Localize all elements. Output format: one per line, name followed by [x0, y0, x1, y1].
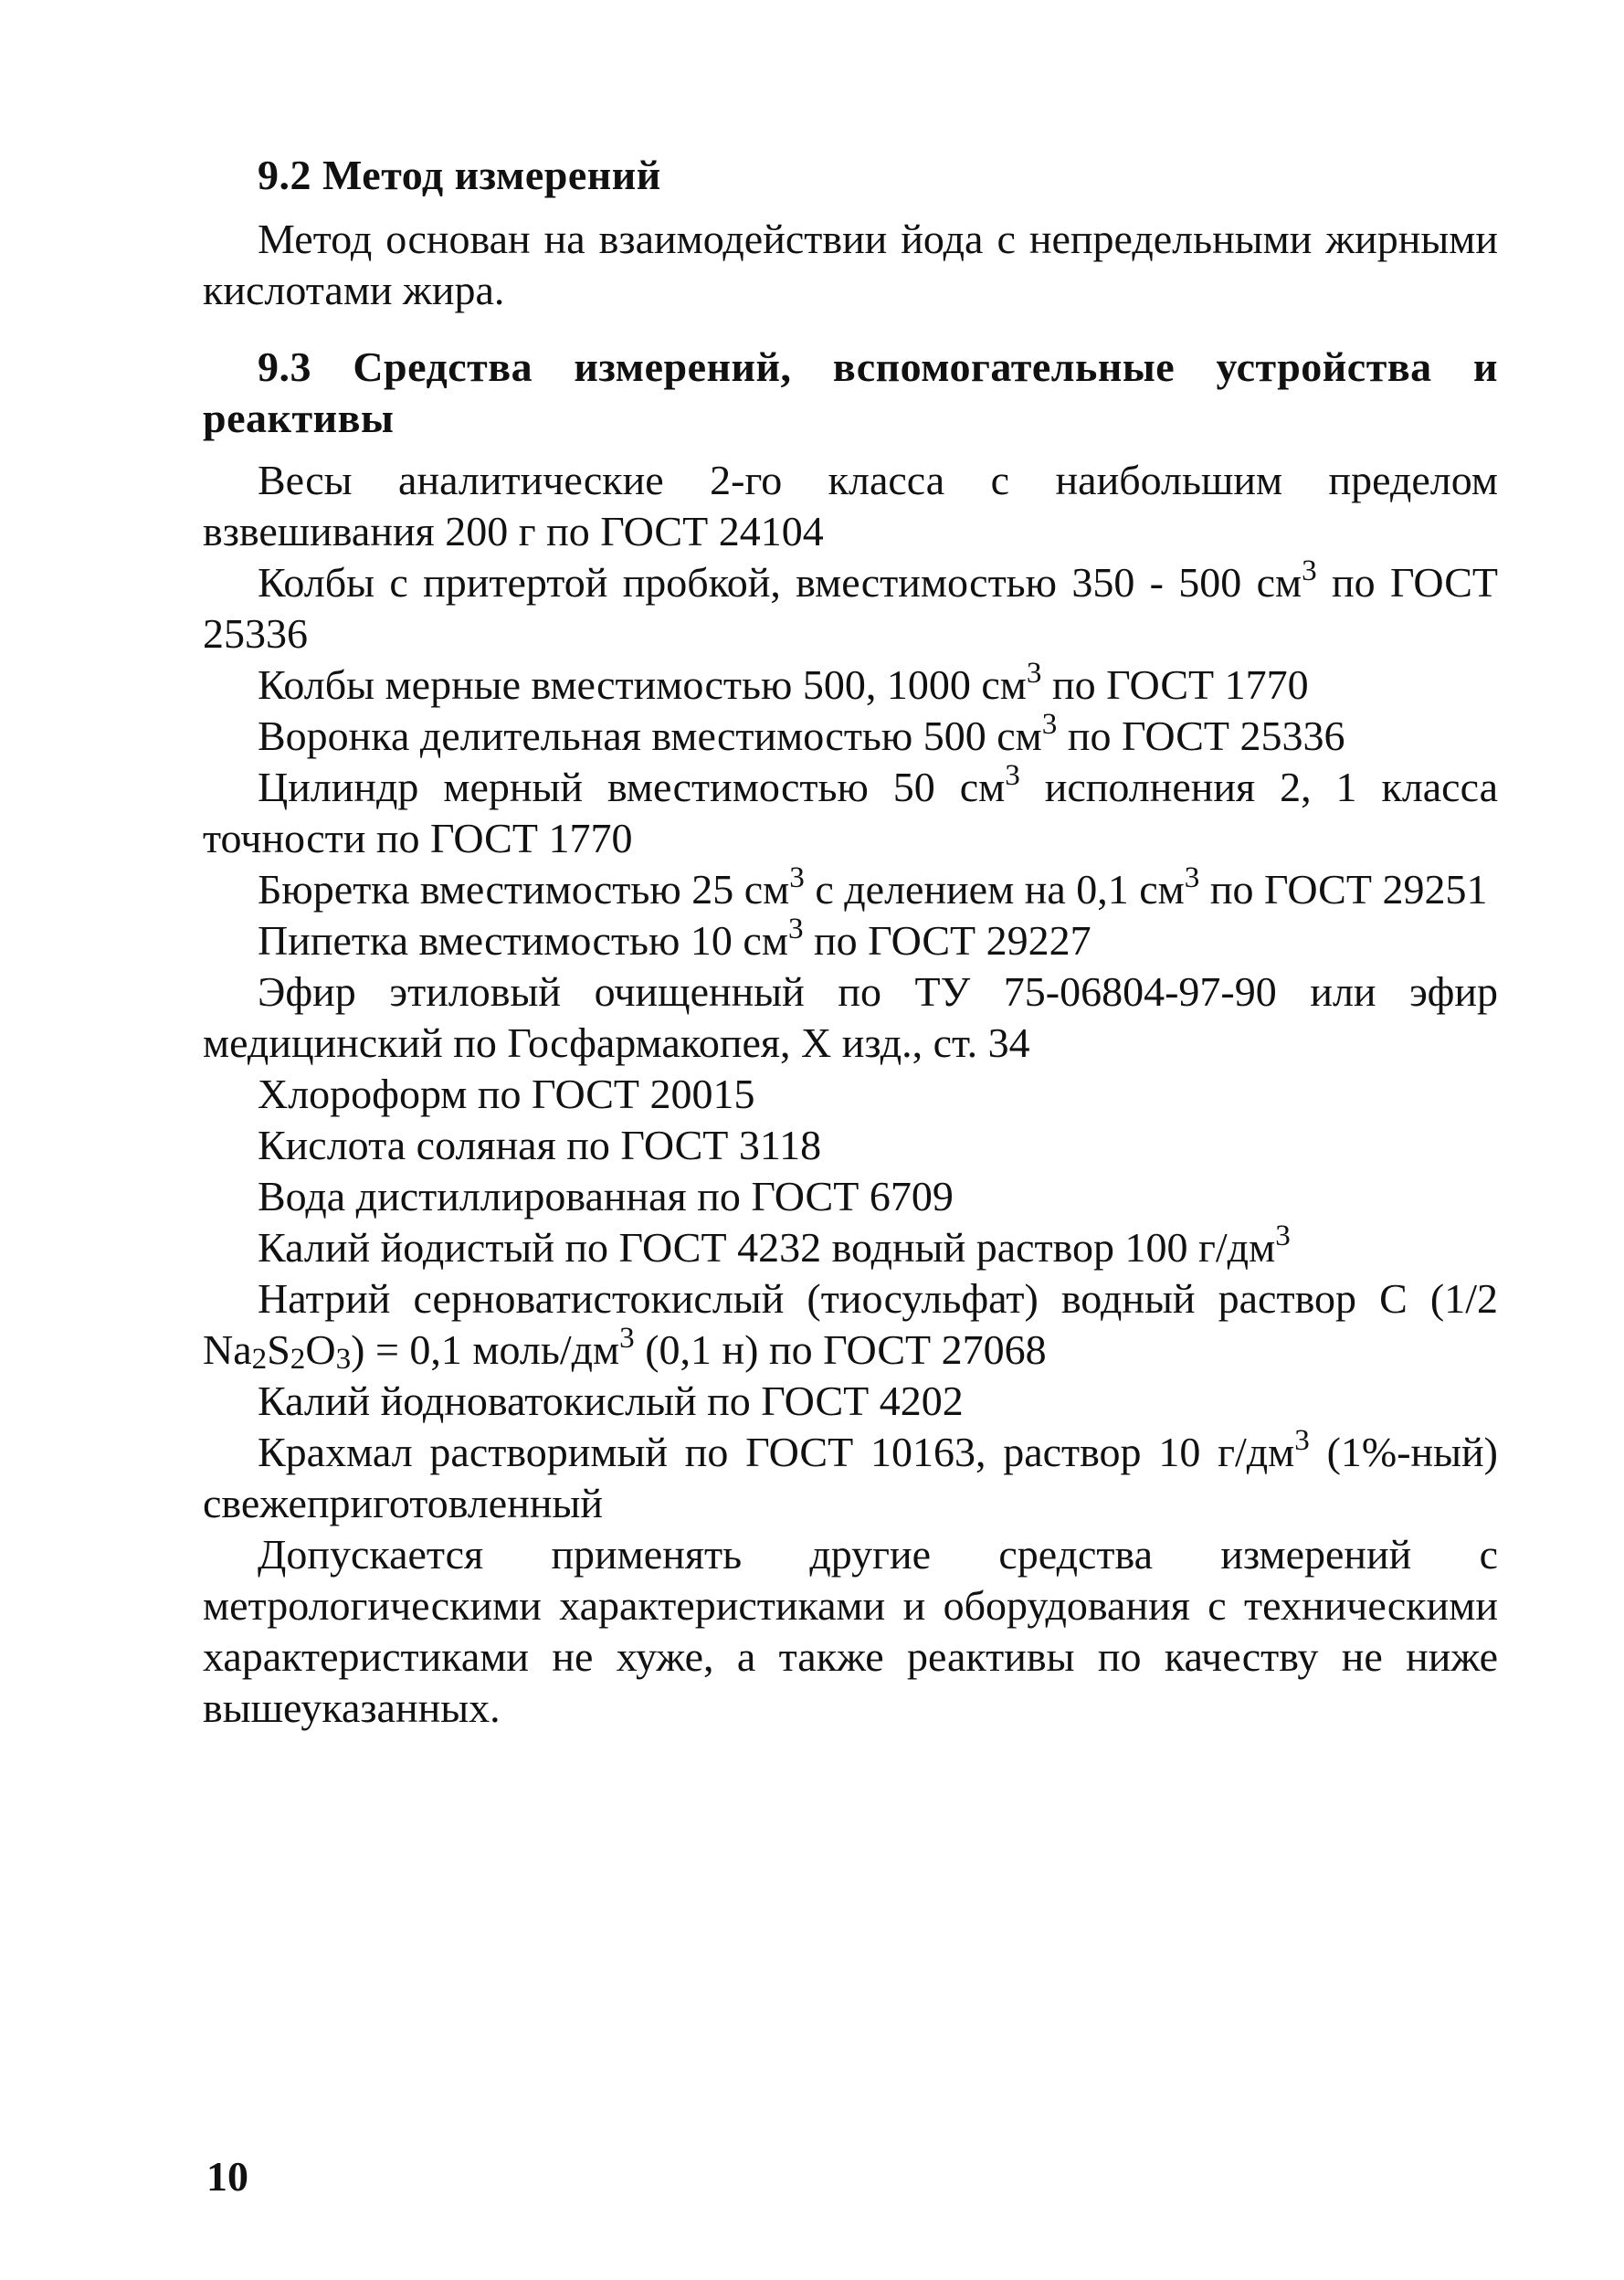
- page-number: 10: [206, 2153, 248, 2200]
- list-item-chloroform: Хлороформ по ГОСТ 20015: [258, 1071, 755, 1117]
- list-item-funnel: Воронка делительная вместимостью 500 $см^3$ по ГОСТ 25336: [258, 706, 1345, 759]
- section-9-2-paragraph: Метод основан на взаимодействии йода с непредельными жирными кислотами жира.: [203, 216, 1498, 313]
- section-9-2-heading: 9.2 Метод измерений: [258, 152, 661, 198]
- list-item-burette: Бюретка вместимостью 25 $см^3$ с делением на 0,1 $см^3$ по ГОСТ 29251: [258, 860, 1488, 913]
- list-item-flasks-volumetric: Колбы мерные вместимостью 500, 1000 $см^3$ по ГОСТ 1770: [258, 655, 1309, 708]
- list-item-pipette: Пипетка вместимостью 10 $см^3$ по ГОСТ 29227: [258, 911, 1091, 964]
- section-9-3-heading: 9.3 Средства измерений, вспомогательные устройства и реактивы: [203, 343, 1498, 441]
- list-item-cylinder: Цилиндр мерный вместимостью 50 $см^3$ исполнения 2, 1 класса точности по ГОСТ 1770: [203, 757, 1498, 861]
- equipment-list: [203, 455, 1498, 1734]
- list-item-hydrochloric-acid: Кислота соляная по ГОСТ 3118: [258, 1122, 822, 1168]
- list-item-flasks-ground: Колбы с притертой пробкой, вместимостью 350 - 500 $см^3$ по ГОСТ 25336: [203, 553, 1498, 657]
- list-item-starch: Крахмал растворимый по ГОСТ 10163, раствор 10 $г/дм^3$ (1%-ный) свежеприготовленный: [203, 1422, 1498, 1526]
- list-item-potassium-iodide: Калий йодистый по ГОСТ 4232 водный раствор 100 $г/дм^3$: [258, 1218, 1291, 1271]
- list-item-scales: Весы аналитические 2-го класса с наибольшим пределом взвешивания 200 г по ГОСТ 24104: [203, 457, 1498, 554]
- list-item-potassium-iodate: Калий йодноватокислый по ГОСТ 4202: [258, 1378, 964, 1424]
- list-item-allowance: Допускается применять другие средства измерений с метрологическими характеристиками и оборудования с техническими характеристиками не хуже, а также реактивы по качеству не ниже вышеуказанных.: [203, 1531, 1498, 1731]
- list-item-ether: Эфир этиловый очищенный по ТУ 75-06804-97-90 или эфир медицинский по Госфармакопея, X изд., ст. 34: [203, 968, 1498, 1066]
- list-item-water: Вода дистиллированная по ГОСТ 6709: [258, 1173, 954, 1219]
- list-item-sodium-thiosulfate: Натрий серноватистокислый (тиосульфат) водный раствор С (1/2 $Na_2S_2O_3) = 0,1$ моль/$дм^3$ (0,1 н) по ГОСТ 27068: [203, 1275, 1498, 1376]
